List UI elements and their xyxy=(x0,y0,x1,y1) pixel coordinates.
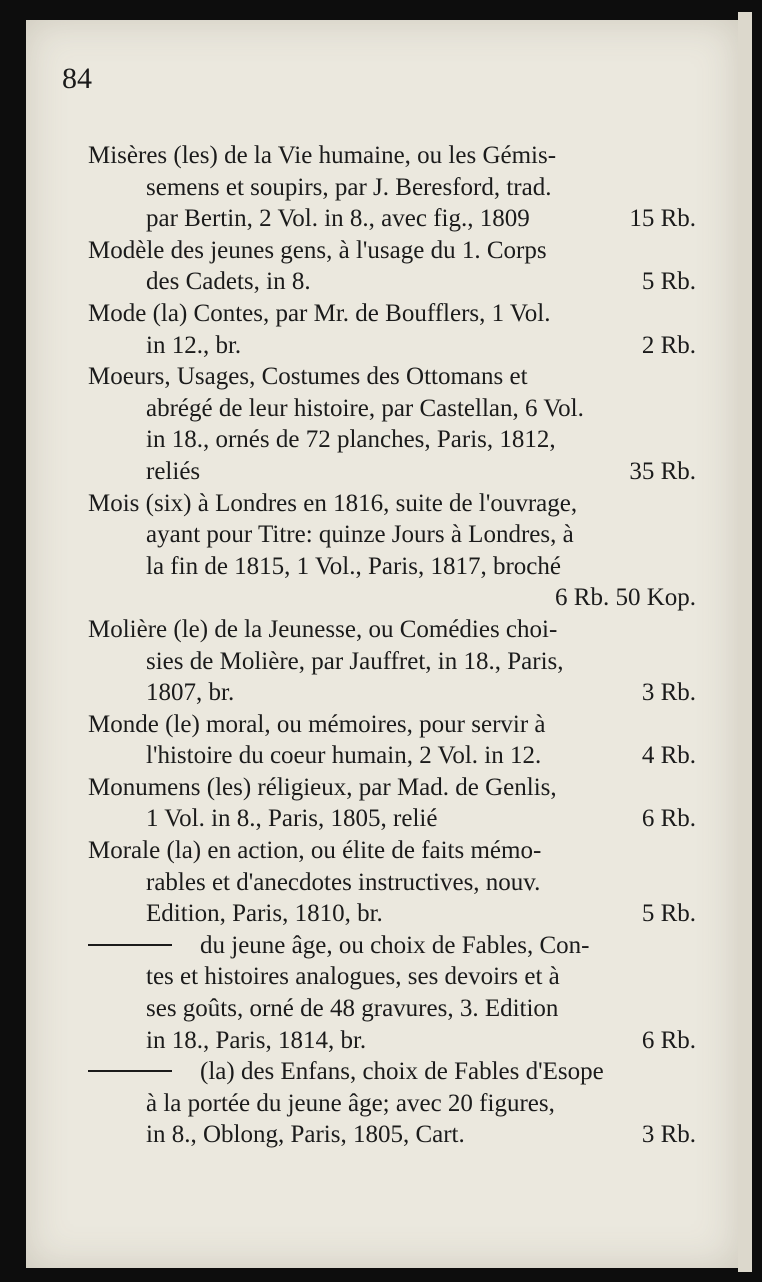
entry-text-content: semens et soupirs, par J. Beresford, trad. xyxy=(146,173,552,201)
entry-text-content: in 18., ornés de 72 planches, Paris, 1812, xyxy=(146,426,556,454)
entry-text xyxy=(146,521,574,548)
entry-text xyxy=(88,616,557,643)
entry-text xyxy=(146,1119,465,1151)
catalog-entry xyxy=(88,361,696,487)
entry-continuation-line xyxy=(88,424,696,456)
entry-text-content: Moeurs, Usages, Costumes des Ottomans et xyxy=(88,363,528,391)
catalog-entry xyxy=(88,709,696,772)
catalog-entry xyxy=(88,772,696,835)
catalog-entry xyxy=(88,835,696,930)
entry-title-line xyxy=(88,298,696,330)
entry-text-content: tes et histoires analogues, ses devoirs et à xyxy=(146,963,560,991)
ditto-dash xyxy=(88,944,172,946)
entry-text xyxy=(88,837,541,864)
entry-continuation-line xyxy=(88,898,696,930)
entry-text xyxy=(146,330,241,362)
entry-text xyxy=(146,740,541,772)
entry-title-line xyxy=(88,709,696,741)
entry-text-content: la fin de 1815, 1 Vol., Paris, 1817, broché xyxy=(146,552,562,580)
entry-text xyxy=(88,300,550,327)
entry-text-content: Modèle des jeunes gens, à l'usage du 1. Corps xyxy=(88,236,547,264)
entry-text-content: rables et d'anecdotes instructives, nouv. xyxy=(146,868,541,896)
entry-text xyxy=(146,203,530,235)
entry-continuation-line xyxy=(88,519,696,551)
entry-continuation-line xyxy=(88,1025,696,1057)
entry-text-content: Edition, Paris, 1810, br. xyxy=(146,900,383,928)
entry-continuation-line xyxy=(88,961,696,993)
entry-price: 5 Rb. xyxy=(641,900,696,928)
entry-title-line xyxy=(88,361,696,393)
catalog-entries xyxy=(88,140,696,1151)
entry-text xyxy=(88,363,528,390)
ditto-dash xyxy=(88,1070,172,1072)
entry-text-content: in 18., Paris, 1814, br. xyxy=(146,1026,367,1054)
entry-text xyxy=(146,803,437,835)
entry-price: 15 Rb. xyxy=(629,205,696,233)
entry-text xyxy=(88,142,556,169)
entry-title-line xyxy=(88,835,696,867)
entry-text-content: Mois (six) à Londres en 1816, suite de l'ouvrage, xyxy=(88,489,578,517)
entry-text-content: 1807, br. xyxy=(146,679,235,707)
entry-title-line xyxy=(88,140,696,172)
entry-text-content: abrégé de leur histoire, par Castellan, 6 Vol. xyxy=(146,394,584,422)
entry-continuation-line xyxy=(88,993,696,1025)
catalog-entry xyxy=(88,298,696,361)
entry-price: 6 Rb. 50 Kop. xyxy=(555,584,696,612)
entry-continuation-line xyxy=(88,393,696,425)
entry-text xyxy=(146,1025,366,1057)
entry-text-content: in 12., br. xyxy=(146,331,242,359)
catalog-entry xyxy=(88,1056,696,1151)
entry-text xyxy=(88,711,546,738)
entry-continuation-line xyxy=(88,203,696,235)
entry-text xyxy=(88,774,557,801)
entry-text-content: Molière (le) de la Jeunesse, ou Comédies choi- xyxy=(88,615,558,643)
entry-text-content: in 8., Oblong, Paris, 1805, Cart. xyxy=(146,1121,465,1149)
entry-price: 6 Rb. xyxy=(641,805,696,833)
entry-text xyxy=(88,237,547,264)
entry-text xyxy=(146,395,584,422)
entry-continuation-line xyxy=(88,266,696,298)
catalog-entry xyxy=(88,930,696,1056)
entry-price: 5 Rb. xyxy=(641,268,696,296)
entry-continuation-line xyxy=(88,677,696,709)
entry-price: 2 Rb. xyxy=(641,331,696,359)
entry-text-content: à la portée du jeune âge; avec 20 figures, xyxy=(146,1089,555,1117)
entry-continuation-line xyxy=(88,1119,696,1151)
entry-text-content: l'histoire du coeur humain, 2 Vol. in 12. xyxy=(146,742,542,770)
entry-text-content: ses goûts, orné de 48 gravures, 3. Edition xyxy=(146,995,559,1023)
entry-text xyxy=(146,869,540,896)
catalog-entry xyxy=(88,614,696,709)
entry-text xyxy=(88,932,590,959)
entry-price: 35 Rb. xyxy=(629,457,696,485)
entry-text xyxy=(146,174,551,201)
entry-text-content: Monde (le) moral, ou mémoires, pour servir à xyxy=(88,710,546,738)
entry-title-line xyxy=(88,930,696,962)
entry-title-line xyxy=(88,488,696,520)
entry-continuation-line xyxy=(88,803,696,835)
entry-text-content: des Cadets, in 8. xyxy=(146,268,311,296)
entry-text-content: reliés xyxy=(146,457,201,485)
entry-text xyxy=(146,677,234,709)
entry-text-content: sies de Molière, par Jauffret, in 18., Paris, xyxy=(146,647,564,675)
entry-continuation-line xyxy=(88,330,696,362)
entry-price: 4 Rb. xyxy=(641,742,696,770)
entry-price: 6 Rb. xyxy=(641,1026,696,1054)
entry-text-content: Morale (la) en action, ou élite de faits mémo- xyxy=(88,837,542,865)
catalog-entry xyxy=(88,488,696,614)
entry-text xyxy=(146,456,200,488)
entry-continuation-line xyxy=(88,646,696,678)
entry-text xyxy=(146,426,556,453)
entry-continuation-line xyxy=(88,1088,696,1120)
adjacent-page-edge xyxy=(738,12,752,1272)
entry-text xyxy=(88,490,577,517)
entry-price: 3 Rb. xyxy=(641,679,696,707)
page-number: 84 xyxy=(62,62,92,95)
entry-price: 3 Rb. xyxy=(641,1121,696,1149)
entry-continuation-line xyxy=(88,172,696,204)
entry-text xyxy=(146,553,561,580)
entry-continuation-line xyxy=(88,551,696,583)
entry-continuation-line xyxy=(88,867,696,899)
entry-text-content: Monumens (les) réligieux, par Mad. de Genlis, xyxy=(88,773,557,801)
entry-text-content: du jeune âge, ou choix de Fables, Con- xyxy=(200,931,590,959)
entry-text-content: par Bertin, 2 Vol. in 8., avec fig., 1809 xyxy=(146,205,530,233)
entry-text xyxy=(146,648,564,675)
entry-title-line xyxy=(88,235,696,267)
entry-text-content: (la) des Enfans, choix de Fables d'Esope xyxy=(200,1058,604,1086)
catalog-entry xyxy=(88,235,696,298)
entry-text-content: Mode (la) Contes, par Mr. de Boufflers, 1 Vol. xyxy=(88,299,551,327)
entry-title-line xyxy=(88,614,696,646)
entry-text xyxy=(146,995,558,1022)
entry-continuation-line xyxy=(88,582,696,614)
entry-text-content: Misères (les) de la Vie humaine, ou les Gémis- xyxy=(88,142,557,169)
entry-continuation-line xyxy=(88,456,696,488)
entry-title-line xyxy=(88,772,696,804)
entry-text xyxy=(146,1090,555,1117)
entry-text-content: 1 Vol. in 8., Paris, 1805, relié xyxy=(146,805,438,833)
entry-title-line xyxy=(88,1056,696,1088)
entry-continuation-line xyxy=(88,740,696,772)
entry-text xyxy=(146,963,560,990)
entry-text xyxy=(146,898,383,930)
catalog-entry xyxy=(88,140,696,235)
entry-text-content: ayant pour Titre: quinze Jours à Londres, à xyxy=(146,521,574,549)
entry-text xyxy=(88,1058,604,1085)
entry-text xyxy=(146,266,311,298)
